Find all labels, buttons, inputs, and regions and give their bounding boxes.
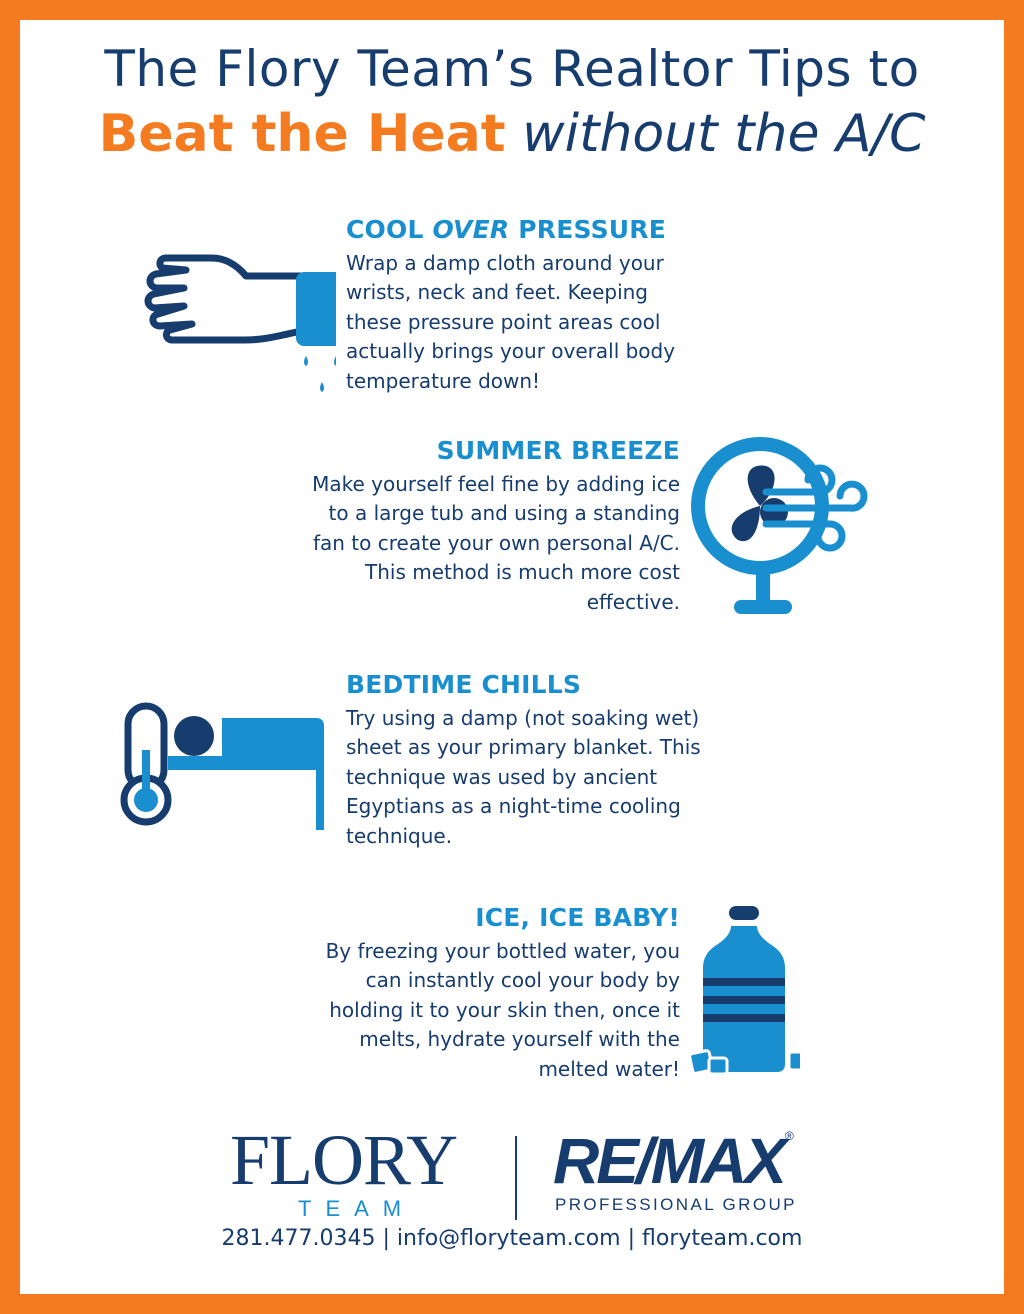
tip-heading: ICE, ICE BABY! xyxy=(475,903,680,932)
hand-water-drops-icon xyxy=(136,230,336,400)
bed-thermometer-icon xyxy=(120,700,330,840)
flory-logo-word: FLORY xyxy=(230,1120,458,1200)
tip-heading: SUMMER BREEZE xyxy=(436,436,680,465)
remax-logo xyxy=(553,1125,813,1225)
flory-logo-team: TEAM xyxy=(298,1196,416,1221)
title-rest: without the A/C xyxy=(505,104,926,164)
heading-italic-part: OVER xyxy=(432,215,510,244)
water-bottle-icon xyxy=(685,902,800,1077)
tip-body: Wrap a damp cloth around your wrists, neck and feet. Keeping these pressure point areas cool actually brings your overall body temperature down! xyxy=(346,251,676,393)
heading-part: COOL xyxy=(346,215,433,244)
tip-body: Try using a damp (not soaking wet) sheet as your primary blanket. This technique was used by ancient Egyptians as a night-time cooling technique. xyxy=(346,706,701,848)
tip-heading: BEDTIME CHILLS xyxy=(346,670,582,699)
title-highlight: Beat the Heat xyxy=(98,104,506,164)
registered-mark: ® xyxy=(785,1129,794,1143)
tip-ice-ice-baby xyxy=(320,903,680,1084)
title-line-1: The Flory Team’s Realtor Tips to xyxy=(104,40,920,98)
title-line-2 xyxy=(20,104,1004,164)
heading-part: PRESSURE xyxy=(509,215,667,244)
tip-body: Make yourself feel fine by adding ice to a large tub and using a standing fan to create your own personal A/C. This method is much more cost effective. xyxy=(312,472,680,614)
flory-team-logo xyxy=(230,1120,490,1225)
tip-cool-over-pressure xyxy=(346,215,706,396)
fan-icon xyxy=(690,432,880,632)
tip-summer-breeze xyxy=(310,436,680,617)
logo-divider xyxy=(515,1136,517,1220)
contact-info: 281.477.0345 | info@floryteam.com | floryteam.com xyxy=(221,1226,803,1251)
remax-logo-word: RE/MAX xyxy=(553,1125,784,1197)
tip-bedtime-chills xyxy=(346,670,706,851)
tip-heading xyxy=(346,215,706,245)
flyer-card xyxy=(20,20,1004,1294)
remax-logo-sub: PROFESSIONAL GROUP xyxy=(555,1195,797,1214)
tip-body: By freezing your bottled water, you can instantly cool your body by holding it to your skin then, once it melts, hydrate yourself with the melted water! xyxy=(325,939,680,1081)
